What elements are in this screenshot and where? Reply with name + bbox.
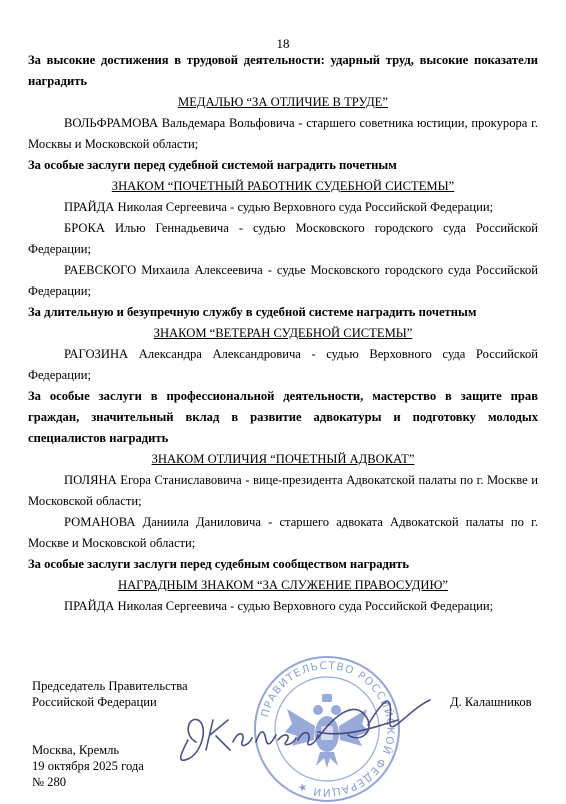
awardee: ПРАЙДА Николая Сергеевича - судью Верховного суда Российской Федерации; [64,599,494,613]
award-title: МЕДАЛЬЮ “ЗА ОТЛИЧИЕ В ТРУДЕ” [178,95,388,109]
award-title: ЗНАКОМ ОТЛИЧИЯ “ПОЧЕТНЫЙ АДВОКАТ” [151,452,415,466]
award-reason: За особые заслуги заслуги перед судебным сообществом наградить [28,557,409,571]
handwritten-signature-icon [168,680,438,770]
signatory-position-line2: Российской Федерации [32,695,157,709]
place-date-block [32,742,144,790]
place: Москва, Кремль [32,743,120,757]
document-number: № 280 [32,775,67,789]
signatory-position-line1: Председатель Правительства [32,679,188,693]
awardee: РОМАНОВА Даниила Даниловича - старшего адвоката Адвокатской палаты по г. Москве и Московской области; [28,515,538,550]
awardee: ВОЛЬФРАМОВА Вальдемара Вольфовича - старшего советника юстиции, прокурора г. Москвы и Московской области; [28,116,538,151]
page-number: 18 [276,36,290,51]
awardee: БРОКА Илью Геннадьевича - судью Московского городского суда Российской Федерации; [28,221,538,256]
document-body [28,50,538,617]
award-reason: За особые заслуги перед судебной системой наградить почетным [28,158,397,172]
awardee: ПОЛЯНА Егора Станиславовича - вице-президента Адвокатской палаты по г. Москве и Московской области; [28,473,538,508]
award-title: ЗНАКОМ “ВЕТЕРАН СУДЕБНОЙ СИСТЕМЫ” [153,326,413,340]
award-reason: За длительную и безупречную службу в судебной системе наградить почетным [28,305,477,319]
signatory-name: Д. Калашников [450,695,532,709]
award-title: НАГРАДНЫМ ЗНАКОМ “ЗА СЛУЖЕНИЕ ПРАВОСУДИЮ” [117,578,449,592]
award-reason: За особые заслуги в профессиональной деятельности, мастерство в защите прав граждан, значительный вклад в развитие адвокатуры и подготовку молодых специалистов наградить [28,389,538,445]
date: 19 октября 2025 года [32,759,144,773]
awardee: РАЕВСКОГО Михаила Алексеевича - судье Московского городского суда Российской Федерации; [28,263,538,298]
award-title: ЗНАКОМ “ПОЧЕТНЫЙ РАБОТНИК СУДЕБНОЙ СИСТЕМЫ” [111,179,455,193]
award-reason: За высокие достижения в трудовой деятельности: ударный труд, высокие показатели наградить [28,53,538,88]
awardee: ПРАЙДА Николая Сергеевича - судью Верховного суда Российской Федерации; [64,200,494,214]
awardee: РАГОЗИНА Александра Александровича - судью Верховного суда Российской Федерации; [28,347,538,382]
svg-text:ПРАВИТЕЛЬСТВО РОССИЙСКОЙ ФЕДЕР: ПРАВИТЕЛЬСТВО РОССИЙСКОЙ ФЕДЕРАЦИИ ★ [259,659,397,799]
